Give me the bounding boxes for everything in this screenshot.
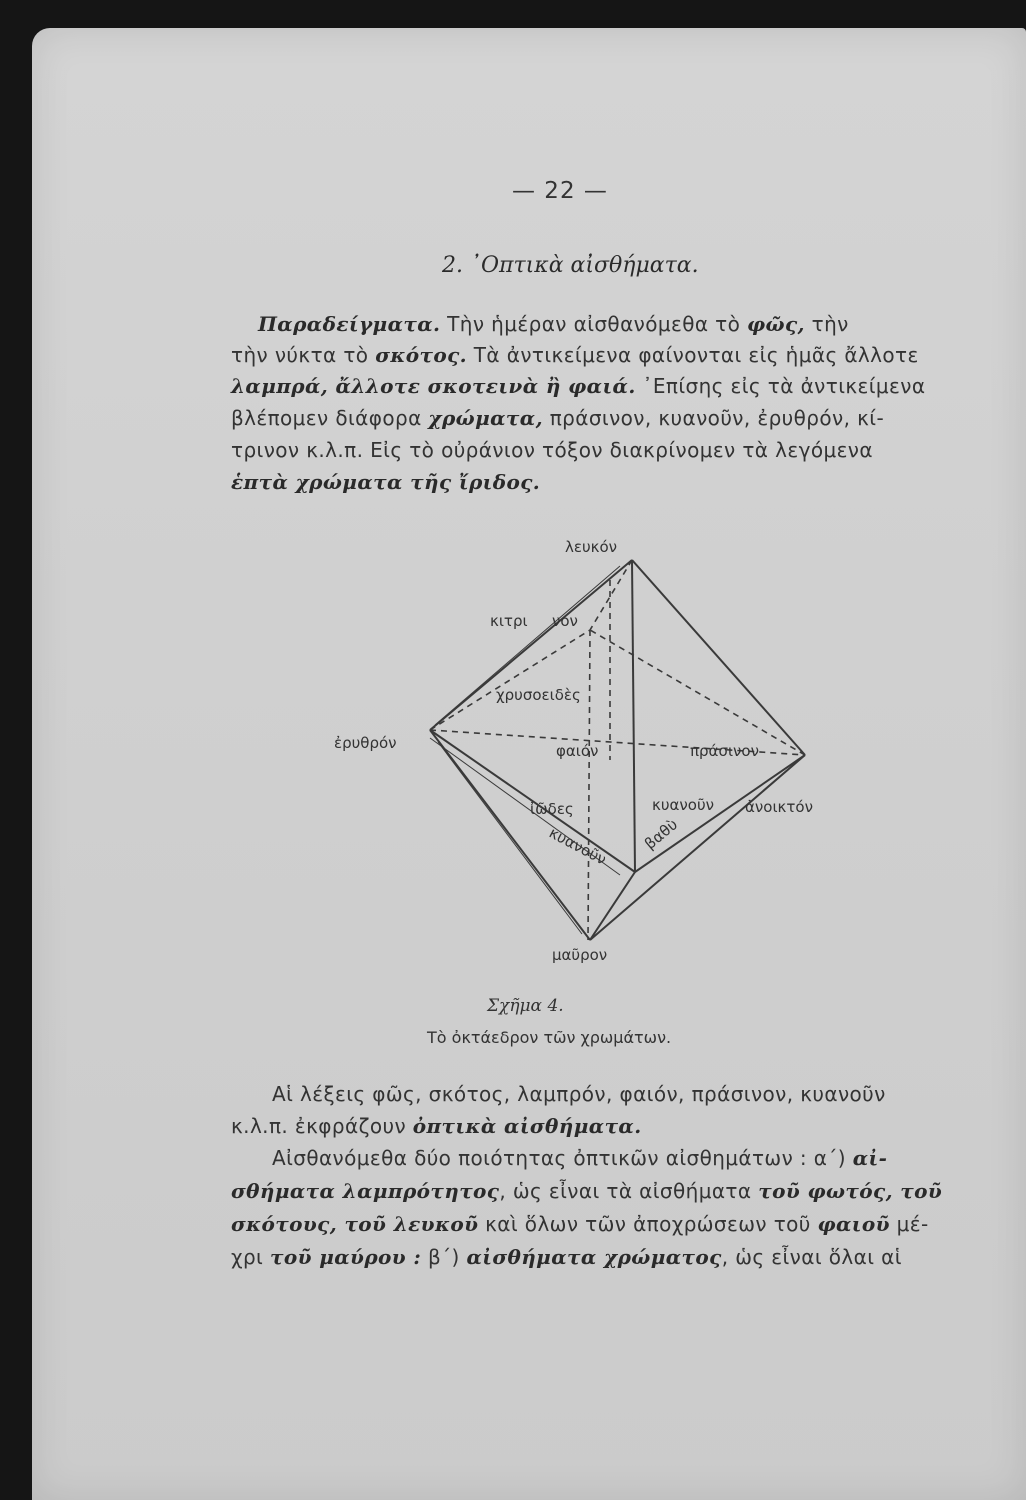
emphasis: αἰ- [852, 1146, 888, 1170]
emphasis: λαμπρά, ἄλλοτε σκοτεινὰ ἢ φαιά. [231, 374, 636, 398]
text-line [231, 1212, 929, 1236]
label-white: λευκόν [565, 538, 618, 556]
emphasis: τοῦ φωτός, τοῦ [758, 1179, 943, 1203]
figure-caption-title: Σχῆμα 4. [487, 996, 564, 1016]
emphasis: σθήματα λαμπρότητος [231, 1179, 500, 1203]
emphasis: ἑπτὰ χρώματα τῆς ἴριδος. [231, 470, 541, 494]
label-green: πράσινον [690, 742, 759, 760]
label-deep: βαθὺ [641, 815, 682, 854]
text-line [258, 312, 849, 336]
label-golden: χρυσοειδὲς [496, 686, 581, 704]
edge-top-front [632, 560, 635, 872]
emphasis: φῶς, [747, 312, 805, 336]
label-black: μαῦρον [552, 946, 608, 964]
emphasis: σκότος. [375, 343, 468, 367]
line-text: βλέπομεν διάφορα [231, 406, 429, 430]
edge-right-bottom [590, 755, 805, 940]
label-light: ἀνοικτόν [745, 798, 813, 816]
emphasis: χρώματα, [428, 406, 543, 430]
line-text: χρι [231, 1245, 270, 1269]
text-line [231, 470, 540, 494]
edge-top-left [430, 560, 632, 730]
line-text: τρινον κ.λ.π. Εἰς τὸ οὐράνιον τόξον διακρίνομεν τὰ λεγόμενα [231, 438, 873, 462]
line-text: , ὡς εἶναι τὰ αἰσθήματα [499, 1179, 759, 1203]
label-violet: ἰῶδες [530, 800, 574, 818]
edge-right-back [590, 630, 805, 755]
line-text: Αἰσθανόμεθα δύο ποιότητας ὀπτικῶν αἰσθημάτων : α΄) [272, 1146, 853, 1170]
line-text: τὴν [804, 312, 849, 336]
emphasis: τοῦ μαύρου : [269, 1245, 422, 1269]
emphasis: ὀπτικὰ αἰσθήματα. [412, 1114, 642, 1138]
text-line [272, 1082, 886, 1106]
line-text: Τὰ ἀντικείμενα φαίνονται εἰς ἡμᾶς ἄλλοτε [467, 343, 919, 367]
label-red: ἐρυθρόν [334, 734, 397, 752]
line-text: κ.λ.π. ἐκφράζουν [231, 1114, 413, 1138]
label-citrine-b: νον [552, 612, 578, 630]
line-text: μέ- [889, 1212, 929, 1236]
line-text: β΄) [421, 1245, 467, 1269]
line-text: Τὴν ἡμέραν αἰσθανόμεθα τὸ [440, 312, 748, 336]
label-citrine-a: κιτρι [490, 612, 528, 630]
octahedron-drawing [320, 530, 860, 980]
text-line [231, 374, 925, 398]
line-text: τὴν νύκτα τὸ [231, 343, 376, 367]
edge-top-right [632, 560, 805, 755]
color-octahedron-figure [320, 530, 860, 980]
line-text: ᾿Επίσης εἰς τὰ ἀντικείμενα [635, 374, 926, 398]
emphasis: σκότους, τοῦ λευκοῦ [231, 1212, 479, 1236]
text-line [231, 438, 873, 462]
text-line [231, 406, 884, 430]
text-line [231, 1179, 942, 1203]
line-text: Αἱ λέξεις φῶς, σκότος, λαμπρόν, φαιόν, πράσινον, κυανοῦν [272, 1082, 886, 1106]
text-line [231, 1245, 902, 1269]
edge-back-bottom [588, 630, 590, 940]
section-heading: 2. ᾿Οπτικὰ αἰσθήματα. [442, 253, 699, 278]
text-line [272, 1146, 887, 1170]
emphasis: αἰσθήματα χρώματος [466, 1245, 722, 1269]
label-grey: φαιόν [556, 742, 599, 760]
edge-top-back [590, 560, 632, 630]
text-line [231, 1114, 642, 1138]
line-text: πράσινον, κυανοῦν, ἐρυθρόν, κί- [542, 406, 885, 430]
figure-caption-subtitle: Τὸ ὀκτάεδρον τῶν χρωμάτων. [427, 1028, 672, 1047]
label-blue-right: κυανοῦν [652, 796, 715, 814]
line-text: καὶ ὅλων τῶν ἀποχρώσεων τοῦ [478, 1212, 818, 1236]
edge-left-back [430, 630, 590, 730]
lead-term: Παραδείγματα. [258, 312, 441, 336]
label-blue-left: κυανοῦν [546, 823, 610, 869]
page-number: — 22 — [512, 178, 608, 204]
text-line [231, 343, 919, 367]
line-text: , ὡς εἶναι ὅλαι αἱ [721, 1245, 902, 1269]
emphasis: φαιοῦ [817, 1212, 890, 1236]
